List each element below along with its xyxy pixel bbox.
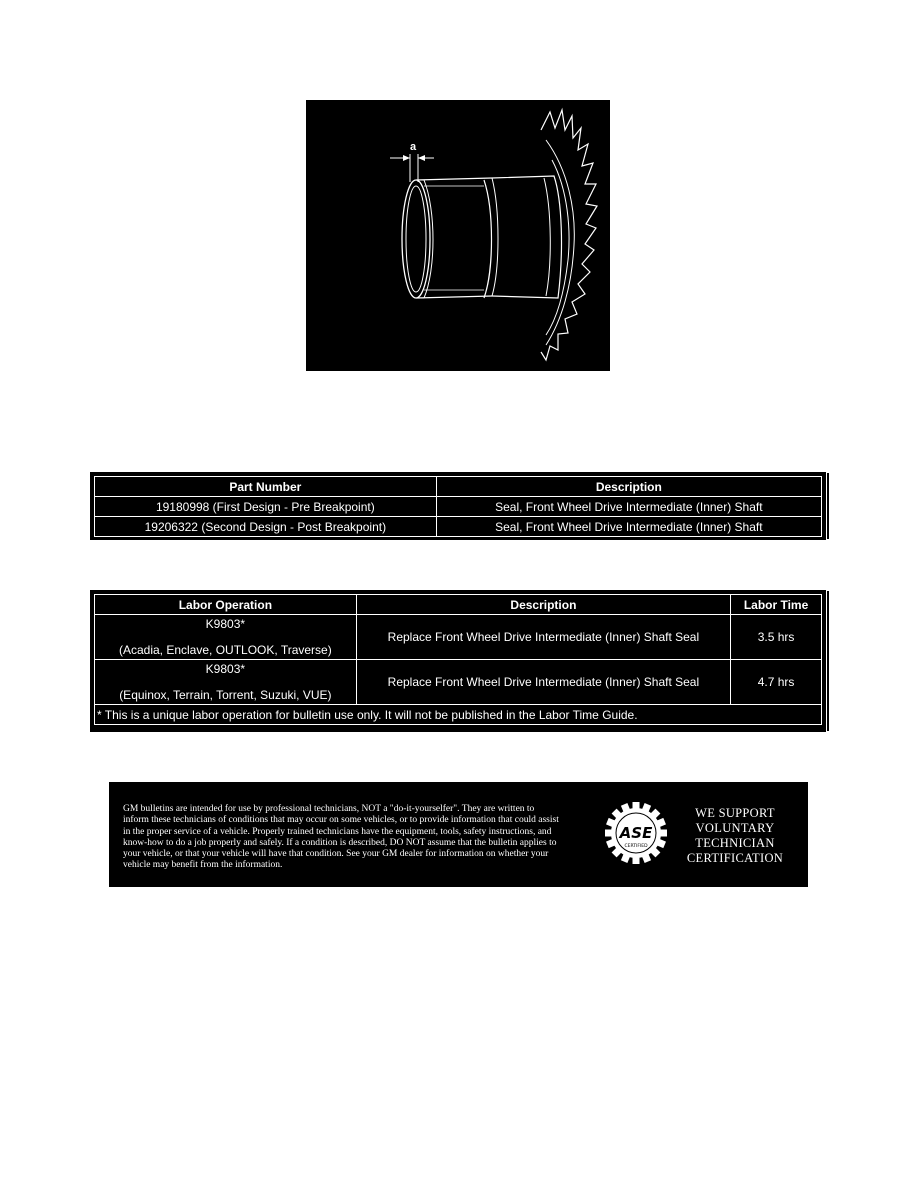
labor-time-cell: 4.7 hrs <box>731 660 822 705</box>
table-row <box>95 517 822 537</box>
labor-table <box>90 590 826 732</box>
description-cell: Seal, Front Wheel Drive Intermediate (Inner) Shaft <box>436 517 821 537</box>
labor-code: K9803* <box>205 662 246 676</box>
disclaimer-line: in the proper service of a vehicle. Properly trained technicians have the equipment, tools, safety instructions, and <box>123 826 552 837</box>
parts-table <box>90 472 826 540</box>
footnote: * This is a unique labor operation for bulletin use only. It will not be published in the Labor Time Guide. <box>95 705 822 725</box>
vehicle-models: (Acadia, Enclave, OUTLOOK, Traverse) <box>118 643 332 657</box>
disclaimer-line: inform these technicians of conditions that may occur on some vehicles, or to provide information that could assist <box>123 815 559 826</box>
labor-operation-cell <box>95 660 357 705</box>
table-header-row <box>95 477 822 497</box>
disclaimer-line: your vehicle, or that your vehicle will have that condition. See your GM dealer for information on whether your <box>123 849 549 860</box>
part-number-cell: 19180998 (First Design - Pre Breakpoint) <box>95 497 437 517</box>
header-description: Description <box>356 595 730 615</box>
svg-text:ASE: ASE <box>619 824 653 842</box>
ase-certified-logo <box>603 800 669 866</box>
disclaimer-line: know-how to do a job properly and safely. If a condition is described, DO NOT assume that the bulletin applies to <box>123 837 557 848</box>
header-part-number: Part Number <box>95 477 437 497</box>
table-row <box>95 615 822 660</box>
header-description: Description <box>436 477 821 497</box>
shaft-seal-illustration <box>306 100 610 371</box>
disclaimer-text <box>123 804 603 872</box>
header-labor-operation: Labor Operation <box>95 595 357 615</box>
header-labor-time: Labor Time <box>731 595 822 615</box>
dimension-label: a <box>410 141 417 153</box>
table-row <box>95 497 822 517</box>
vehicle-models: (Equinox, Terrain, Torrent, Suzuki, VUE) <box>119 688 332 702</box>
description-cell: Replace Front Wheel Drive Intermediate (Inner) Shaft Seal <box>356 660 730 705</box>
labor-operation-cell <box>95 615 357 660</box>
disclaimer-banner <box>109 782 808 887</box>
description-cell: Replace Front Wheel Drive Intermediate (Inner) Shaft Seal <box>356 615 730 660</box>
support-line: WE SUPPORT <box>695 806 775 820</box>
labor-code: K9803* <box>205 617 246 631</box>
support-line: TECHNICIAN <box>695 836 775 850</box>
table-row <box>95 660 822 705</box>
support-line: VOLUNTARY <box>695 821 775 835</box>
part-number-cell: 19206322 (Second Design - Post Breakpoint) <box>95 517 437 537</box>
svg-text:CERTIFIED: CERTIFIED <box>624 844 648 849</box>
table-header-row <box>95 595 822 615</box>
disclaimer-line: GM bulletins are intended for use by professional technicians, NOT a "do-it-yourselfer". They are written to <box>123 804 535 814</box>
description-cell: Seal, Front Wheel Drive Intermediate (Inner) Shaft <box>436 497 821 517</box>
support-statement <box>671 806 799 866</box>
support-line: CERTIFICATION <box>686 851 784 865</box>
labor-time-cell: 3.5 hrs <box>731 615 822 660</box>
disclaimer-line: vehicle may benefit from the information. <box>123 860 283 871</box>
table-footnote-row <box>95 705 822 725</box>
